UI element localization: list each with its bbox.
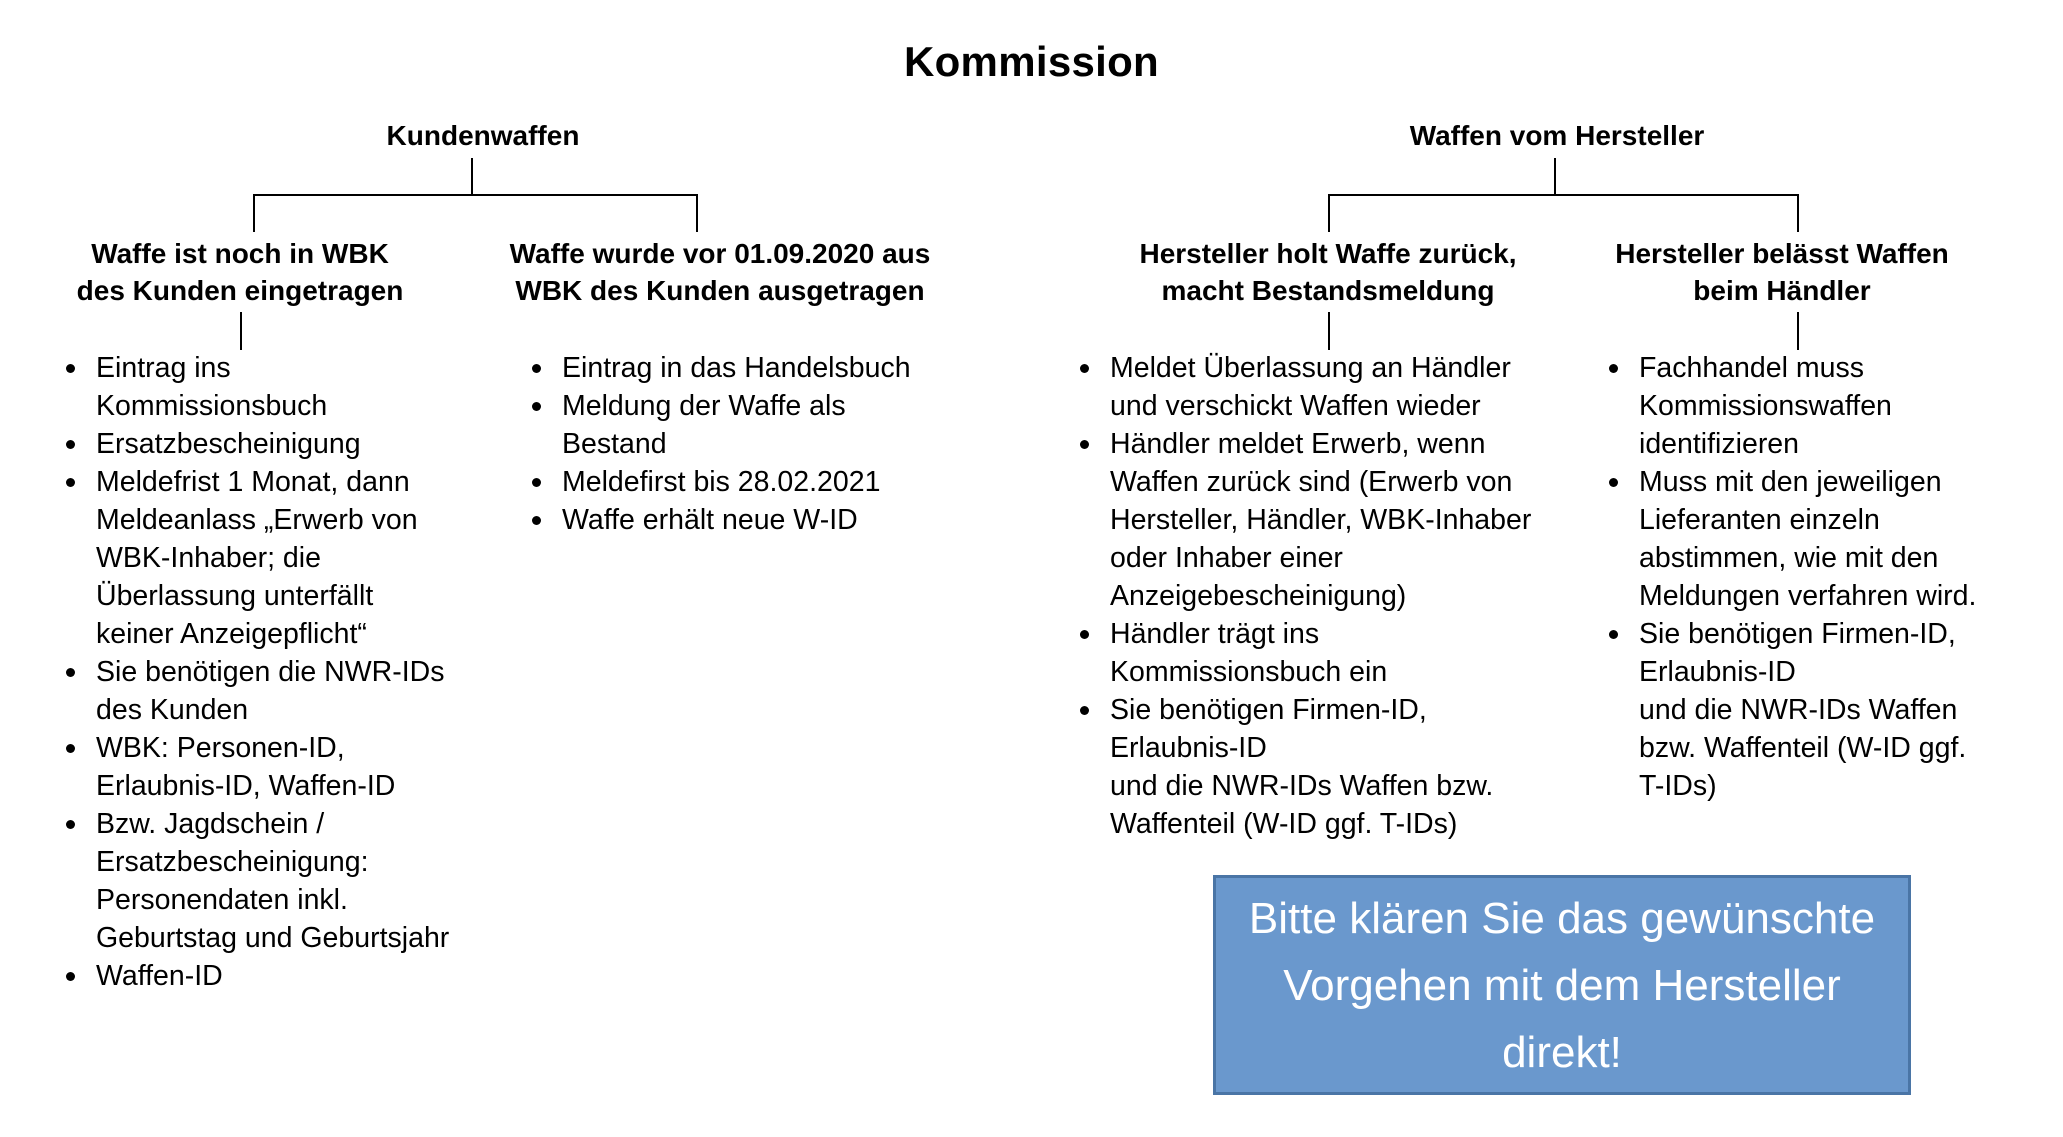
connector-left-stem (471, 158, 473, 195)
group-heading-kundenwaffen: Kundenwaffen (386, 120, 580, 151)
page-title: Kommission (903, 38, 1160, 85)
branch-label-holt-zurueck: Hersteller holt Waffe zurück, macht Bestandsmeldung (1139, 238, 1517, 306)
bullet-list-belaesst (1607, 349, 2057, 805)
connector-right-drop-2 (1797, 194, 1799, 232)
list-item: Eintrag ins Kommissionsbuch (64, 349, 504, 425)
list-item: WBK: Personen-ID, Erlaubnis-ID, Waffen-ID (64, 729, 504, 805)
list-item: Sie benötigen Firmen-ID, Erlaubnis-ID und die NWR-IDs Waffen bzw. Waffenteil (W-ID ggf. T-IDs) (1078, 691, 1548, 843)
bullet-list-holt-zurueck (1078, 349, 1548, 843)
connector-right-drop-1 (1328, 194, 1330, 232)
list-item: Händler trägt ins Kommissionsbuch ein (1078, 615, 1548, 691)
connector-branch-4 (1797, 312, 1799, 350)
bullet-list-ausgetragen (530, 349, 970, 539)
connector-branch-1 (240, 312, 242, 350)
list-item: Bzw. Jagdschein / Ersatzbescheinigung: Personendaten inkl. Geburtstag und Geburtsjahr (64, 805, 504, 957)
branch-label-in-wbk: Waffe ist noch in WBK des Kunden eingetragen (76, 238, 404, 306)
connector-branch-3 (1328, 312, 1330, 350)
connector-right-stem (1554, 158, 1556, 195)
list-item: Sie benötigen Firmen-ID, Erlaubnis-ID und die NWR-IDs Waffen bzw. Waffenteil (W-ID ggf. T-IDs) (1607, 615, 2057, 805)
connector-left-drop-1 (253, 194, 255, 232)
list-item: Ersatzbescheinigung (64, 425, 504, 463)
list-item: Eintrag in das Handelsbuch (530, 349, 970, 387)
list-item: Muss mit den jeweiligen Lieferanten einzeln abstimmen, wie mit den Meldungen verfahren wird. (1607, 463, 2057, 615)
branch-label-ausgetragen: Waffe wurde vor 01.09.2020 aus WBK des Kunden ausgetragen (509, 238, 931, 306)
callout-box: Bitte klären Sie das gewünschte Vorgehen mit dem Hersteller direkt! (1213, 875, 1911, 1095)
list-item: Meldefrist 1 Monat, dann Meldeanlass „Erwerb von WBK-Inhaber; die Überlassung unterfällt keiner Anzeigepflicht“ (64, 463, 504, 653)
branch-label-belaesst: Hersteller belässt Waffen beim Händler (1615, 238, 1949, 306)
list-item: Fachhandel muss Kommissionswaffen identifizieren (1607, 349, 2057, 463)
bullet-list-in-wbk (64, 349, 504, 995)
list-item: Meldet Überlassung an Händler und verschickt Waffen wieder (1078, 349, 1548, 425)
list-item: Meldung der Waffe als Bestand (530, 387, 970, 463)
list-item: Händler meldet Erwerb, wenn Waffen zurück sind (Erwerb von Hersteller, Händler, WBK-Inhaber oder Inhaber einer Anzeigebescheinigung) (1078, 425, 1548, 615)
list-item: Sie benötigen die NWR-IDs des Kunden (64, 653, 504, 729)
connector-right-bar (1328, 194, 1799, 196)
list-item: Waffen-ID (64, 957, 504, 995)
list-item: Meldefirst bis 28.02.2021 (530, 463, 970, 501)
connector-left-drop-2 (696, 194, 698, 232)
connector-left-bar (253, 194, 698, 196)
group-heading-hersteller: Waffen vom Hersteller (1409, 120, 1705, 151)
list-item: Waffe erhält neue W-ID (530, 501, 970, 539)
